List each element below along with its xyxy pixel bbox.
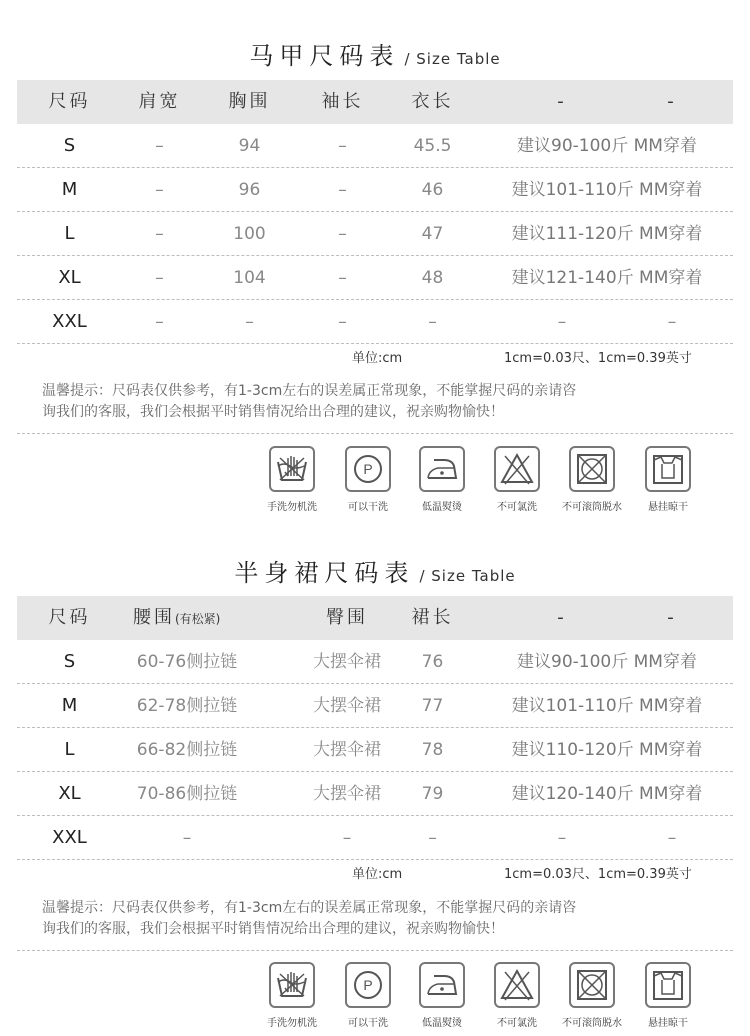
care-no-tumble-dry [556,962,628,1029]
hang-dry-icon [645,446,691,492]
vest-header-chest: 胸围 [228,91,271,112]
size-cell: XL [58,783,81,804]
svg-text:P: P [363,977,373,993]
skirt-header-waist-label: 腰围 [133,607,175,628]
dry-clean-icon [345,962,391,1008]
size-cell: XXL [52,827,87,848]
size-cell: M [61,695,78,716]
chest-cell: 104 [233,268,266,288]
vest-title [0,36,750,71]
hip-cell: 大摆伞裙 [313,696,381,716]
skirt-title-cn: 半身裙尺码表 [234,559,415,587]
shoulder-cell: – [155,224,164,244]
care-label: 低温熨烫 [422,502,462,513]
table-row [17,300,733,344]
size-cell: M [61,179,78,200]
divider [17,950,733,951]
size-cell: S [63,135,76,156]
hand-wash-icon [269,446,315,492]
care-dry-clean [332,962,404,1029]
care-no-tumble-dry [556,446,628,513]
care-hand-wash [256,446,328,513]
vest-tip-line2: 询我们的客服，我们会根据平时销售情况给出合理的建议，祝亲购物愉快！ [42,404,504,420]
recommend-cell: 建议101-110斤 MM穿着 [511,180,703,200]
skirt-header-hip: 臀围 [326,607,368,628]
size-cell: XXL [52,311,87,332]
table-row [17,640,733,684]
table-row [17,728,733,772]
recommend-cell: 建议110-120斤 MM穿着 [511,740,703,760]
care-low-iron [406,446,478,513]
table-row [17,256,733,300]
skirt-title [0,553,750,588]
vest-header-sleeve: 袖长 [321,91,364,112]
vest-tip-line1: 温馨提示：尺码表仅供参考，有1-3cm左右的误差属正常现象，不能掌握尺码的亲请咨 [42,383,577,399]
svg-text:P: P [363,461,373,477]
care-label: 低温熨烫 [422,1018,462,1029]
care-label: 手洗勿机洗 [267,1018,317,1029]
skirt-header-extra1: - [557,607,567,628]
sleeve-cell: – [338,180,347,200]
skirt-header-extra2: - [667,607,677,628]
shoulder-cell: – [155,136,164,156]
table-row [17,124,733,168]
hip-cell: 大摆伞裙 [313,784,381,804]
length-cell: 48 [421,268,444,288]
shoulder-cell: – [155,180,164,200]
length-cell: – [428,828,437,848]
divider [17,433,733,434]
care-label: 不可滚筒脱水 [562,502,622,513]
skirt-header-waist-hint: (有松紧) [175,612,221,626]
table-row [17,168,733,212]
table-row [17,684,733,728]
length-cell: 46 [421,180,444,200]
vest-header-shoulder: 肩宽 [138,91,181,112]
length-cell: 45.5 [413,136,452,156]
length-cell: – [428,312,437,332]
sleeve-cell: – [338,136,347,156]
no-tumble-dry-icon [569,962,615,1008]
size-cell: L [64,223,75,244]
skirt-unit: 单位:cm [352,867,403,882]
table-row [17,772,733,816]
care-label: 不可氯洗 [497,1018,537,1029]
care-label: 悬挂晾干 [648,1018,688,1029]
skirt-header-length: 裙长 [411,607,454,628]
recommend-cell: 建议90-100斤 MM穿着 [517,652,697,672]
vest-header-extra2: - [667,91,677,112]
length-cell: 77 [421,696,444,716]
care-hang-dry [632,962,704,1029]
extra-cell: – [667,312,677,332]
low-iron-icon [419,962,465,1008]
sleeve-cell: – [338,268,347,288]
size-cell: S [63,651,76,672]
skirt-title-en: / Size Table [419,567,516,585]
vest-unit: 单位:cm [352,351,403,366]
vest-header-size: 尺码 [48,91,91,112]
skirt-table-header [17,596,733,640]
care-dry-clean [332,446,404,513]
recommend-cell: 建议90-100斤 MM穿着 [517,136,697,156]
recommend-cell: 建议121-140斤 MM穿着 [511,268,703,288]
chest-cell: 100 [233,224,266,244]
extra-cell: – [667,828,677,848]
care-label: 悬挂晾干 [648,502,688,513]
size-cell: L [64,739,75,760]
care-no-bleach [481,962,553,1029]
length-cell: 79 [421,784,444,804]
care-hang-dry [632,446,704,513]
sleeve-cell: – [338,312,347,332]
recommend-cell: 建议111-120斤 MM穿着 [511,224,703,244]
chest-cell: – [245,312,254,332]
care-label: 可以干洗 [348,502,388,513]
extra-cell: – [557,828,567,848]
chest-cell: 96 [238,180,261,200]
no-bleach-icon [494,446,540,492]
vest-tip [42,381,722,423]
care-low-iron [406,962,478,1029]
skirt-tip-line1: 温馨提示：尺码表仅供参考，有1-3cm左右的误差属正常现象，不能掌握尺码的亲请咨 [42,900,577,916]
care-label: 不可氯洗 [497,502,537,513]
skirt-conversion: 1cm=0.03尺、1cm=0.39英寸 [504,867,692,882]
length-cell: 47 [421,224,444,244]
chest-cell: 94 [238,136,261,156]
waist-cell: 60-76侧拉链 [136,652,238,672]
hang-dry-icon [645,962,691,1008]
vest-header-extra1: - [557,91,567,112]
care-label: 不可滚筒脱水 [562,1018,622,1029]
size-cell: XL [58,267,81,288]
skirt-header-size: 尺码 [48,607,91,628]
care-label: 可以干洗 [348,1018,388,1029]
care-no-bleach [481,446,553,513]
sleeve-cell: – [338,224,347,244]
no-bleach-icon [494,962,540,1008]
extra-cell: – [557,312,567,332]
recommend-cell: 建议120-140斤 MM穿着 [511,784,703,804]
vest-conversion: 1cm=0.03尺、1cm=0.39英寸 [504,351,692,366]
length-cell: 78 [421,740,444,760]
skirt-tip [42,898,722,940]
waist-cell: 62-78侧拉链 [136,696,238,716]
dry-clean-icon [345,446,391,492]
low-iron-icon [419,446,465,492]
vest-table-header [17,80,733,124]
shoulder-cell: – [155,268,164,288]
vest-title-en: / Size Table [404,50,501,68]
skirt-tip-line2: 询我们的客服，我们会根据平时销售情况给出合理的建议，祝亲购物愉快！ [42,921,504,937]
care-label: 手洗勿机洗 [267,502,317,513]
length-cell: 76 [421,652,444,672]
hip-cell: – [342,828,352,848]
hip-cell: 大摆伞裙 [313,652,381,672]
hip-cell: 大摆伞裙 [313,740,381,760]
hand-wash-icon [269,962,315,1008]
waist-cell: – [182,828,192,848]
table-row [17,816,733,860]
waist-cell: 70-86侧拉链 [136,784,238,804]
waist-cell: 66-82侧拉链 [136,740,238,760]
shoulder-cell: – [155,312,164,332]
vest-header-length: 衣长 [411,91,454,112]
skirt-header-waist [133,596,263,641]
recommend-cell: 建议101-110斤 MM穿着 [511,696,703,716]
care-hand-wash [256,962,328,1029]
no-tumble-dry-icon [569,446,615,492]
table-row [17,212,733,256]
vest-title-cn: 马甲尺码表 [249,42,400,70]
